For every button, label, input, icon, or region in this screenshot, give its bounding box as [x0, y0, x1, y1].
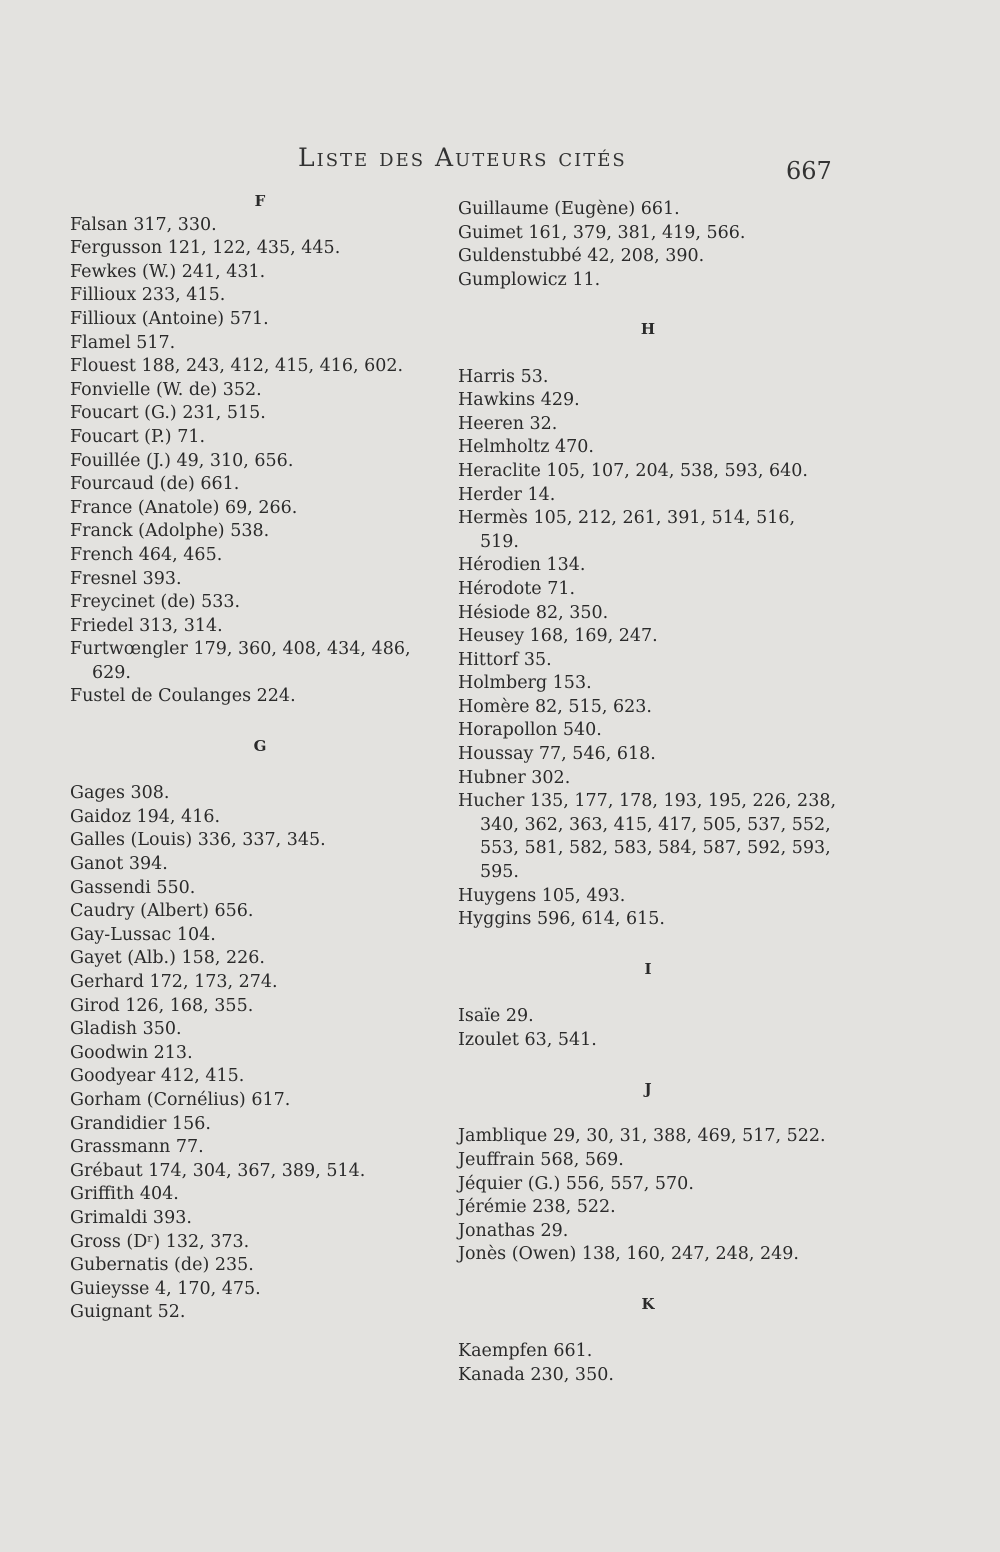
index-entry: Flouest 188, 243, 412, 415, 416, 602. [70, 356, 404, 377]
index-entry: Fonvielle (W. de) 352. [70, 379, 262, 400]
index-entry: Guimet 161, 379, 381, 419, 566. [458, 222, 746, 243]
index-entry: Herder 14. [458, 484, 556, 505]
section-gap [458, 1317, 838, 1341]
running-header-title: Liste des Auteurs cités [298, 143, 627, 172]
letter-heading-k: K [641, 1294, 655, 1313]
index-entry: Jonathas 29. [458, 1220, 569, 1241]
index-entry: Furtwœngler 179, 360, 408, 434, 486, 629. [70, 639, 411, 683]
letter-heading-i: I [644, 959, 652, 978]
section-gap [458, 981, 838, 1005]
index-entry: Horapollon 540. [458, 720, 602, 741]
index-entry: Gaidoz 194, 416. [70, 806, 221, 827]
index-entry: Hittorf 35. [458, 649, 552, 670]
index-entry: Foucart (G.) 231, 515. [70, 403, 266, 424]
index-entry: Harris 53. [458, 366, 549, 387]
index-entry: Jonès (Owen) 138, 160, 247, 248, 249. [458, 1244, 799, 1265]
section-gap [458, 342, 838, 366]
index-entry: France (Anatole) 69, 266. [70, 497, 298, 518]
index-entry: Gerhard 172, 173, 274. [70, 972, 278, 992]
index-entry: Girod 126, 168, 355. [70, 995, 254, 1016]
index-entry: Fewkes (W.) 241, 431. [70, 261, 266, 282]
index-entry: Izoulet 63, 541. [458, 1029, 597, 1050]
index-entry: Ganot 394. [70, 854, 168, 875]
index-entry: Goodwin 213. [70, 1042, 193, 1063]
letter-heading-f: F [254, 192, 266, 210]
index-entry: Freycinet (de) 533. [70, 592, 241, 613]
index-entry: Guieysse 4, 170, 475. [70, 1278, 261, 1299]
index-entry: Guldenstubbé 42, 208, 390. [458, 246, 705, 267]
section-gap [70, 759, 450, 783]
entries-h [458, 366, 838, 932]
index-column-right [458, 198, 838, 1387]
index-entry: Fresnel 393. [70, 568, 182, 589]
index-entry: Isaïe 29. [458, 1006, 534, 1026]
index-entry: Grébaut 174, 304, 367, 389, 514. [70, 1160, 366, 1181]
index-entry: Heraclite 105, 107, 204, 538, 593, 640. [458, 460, 808, 481]
index-entry: Gross (Dʳ) 132, 373. [70, 1231, 250, 1252]
index-entry: Foucart (P.) 71. [70, 426, 206, 447]
index-entry: Friedel 313, 314. [70, 615, 223, 636]
index-entry: Grandidier 156. [70, 1113, 211, 1134]
index-entry: Guillaume (Eugène) 661. [458, 199, 680, 219]
index-entry: Huygens 105, 493. [458, 885, 626, 906]
index-entry: Jamblique 29, 30, 31, 388, 469, 517, 522. [458, 1126, 826, 1147]
index-entry: Gorham (Cornélius) 617. [70, 1089, 291, 1110]
index-entry: Griffith 404. [70, 1184, 179, 1205]
index-entry: Hérodote 71. [458, 578, 576, 599]
index-entry: Hérodien 134. [458, 555, 586, 576]
index-entry: Gumplowicz 11. [458, 269, 601, 290]
index-entry: Hésiode 82, 350. [458, 602, 609, 623]
index-entry: Flamel 517. [70, 332, 176, 353]
index-entry: Grassmann 77. [70, 1137, 204, 1158]
section-gap [458, 1102, 838, 1126]
index-entry: Gladish 350. [70, 1019, 182, 1040]
index-entry: Homère 82, 515, 623. [458, 696, 652, 717]
index-entry: Kanada 230, 350. [458, 1364, 614, 1385]
index-entry: Grimaldi 393. [70, 1207, 192, 1228]
index-entry: Fillioux 233, 415. [70, 285, 226, 306]
index-entry: Gubernatis (de) 235. [70, 1255, 254, 1276]
index-entry: Hawkins 429. [458, 390, 580, 411]
entries-j [458, 1125, 838, 1267]
letter-heading-h: H [640, 320, 656, 339]
index-entry: Jéquier (G.) 556, 557, 570. [458, 1173, 694, 1194]
index-entry: Hucher 135, 177, 178, 193, 195, 226, 238, 340, 362, 363, 415, 417, 505, 537, 552, 553, 581, 582, 583, 584, 587, 592, 593, 595. [458, 791, 837, 883]
index-entry: Fergusson 121, 122, 435, 445. [70, 238, 341, 259]
index-entry: Hubner 302. [458, 767, 571, 788]
index-entry: Galles (Louis) 336, 337, 345. [70, 830, 326, 851]
index-column-left [70, 190, 450, 1325]
entries-f [70, 214, 450, 709]
index-entry: Helmholtz 470. [458, 437, 594, 458]
index-entry: Hyggins 596, 614, 615. [458, 909, 665, 930]
index-entry: Holmberg 153. [458, 673, 592, 694]
index-entry: Jérémie 238, 522. [458, 1197, 616, 1218]
index-entry: Gay-Lussac 104. [70, 924, 216, 945]
index-entry: Falsan 317, 330. [70, 214, 217, 235]
index-entry: Fourcaud (de) 661. [70, 474, 240, 495]
index-entry: Franck (Adolphe) 538. [70, 521, 270, 542]
index-entry: Heeren 32. [458, 413, 558, 434]
page-number: 667 [786, 157, 832, 185]
letter-heading-j: J [644, 1080, 652, 1099]
index-entry: Caudry (Albert) 656. [70, 901, 254, 922]
index-entry: Guignant 52. [70, 1302, 186, 1323]
index-entry: French 464, 465. [70, 544, 223, 565]
index-entry: Gages 308. [70, 783, 170, 804]
index-entry: Hermès 105, 212, 261, 391, 514, 516, 519. [458, 508, 796, 552]
index-entry: Kaempfen 661. [458, 1341, 593, 1362]
index-entry: Goodyear 412, 415. [70, 1066, 245, 1087]
index-entry: Fustel de Coulanges 224. [70, 686, 296, 707]
index-entry: Fouillée (J.) 49, 310, 656. [70, 450, 294, 471]
index-entry: Heusey 168, 169, 247. [458, 626, 658, 647]
index-entry: Houssay 77, 546, 618. [458, 744, 656, 765]
entries-i [458, 1005, 838, 1052]
entries-g [70, 782, 450, 1325]
index-entry: Jeuffrain 568, 569. [458, 1149, 624, 1170]
letter-heading-g: G [253, 737, 267, 756]
index-entry: Gassendi 550. [70, 877, 196, 898]
index-entry: Fillioux (Antoine) 571. [70, 308, 269, 329]
entries-g-continued [458, 198, 838, 292]
index-entry: Gayet (Alb.) 158, 226. [70, 948, 265, 969]
entries-k [458, 1340, 838, 1387]
